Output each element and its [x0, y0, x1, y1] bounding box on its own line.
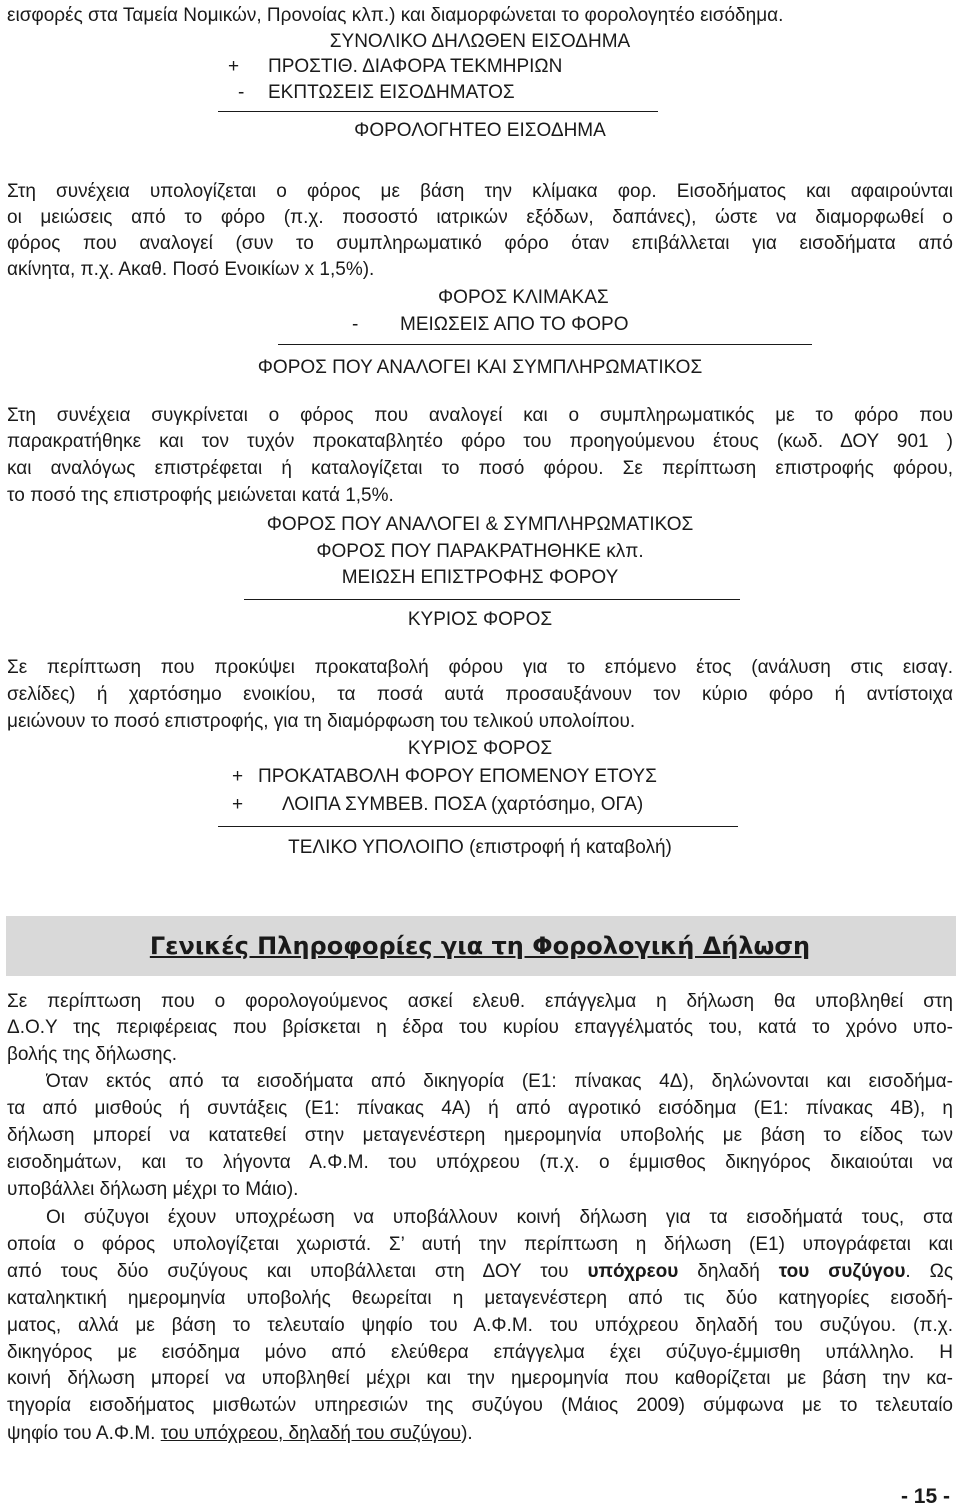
- text-line: υποβάλλει δήλωση μέχρι το Μάιο).: [7, 1179, 299, 1200]
- underlined-term: του υπόχρεου, δηλαδή του συζύγου: [160, 1423, 462, 1444]
- formula-result: ΦΟΡΟΛΟΓΗΤΕΟ ΕΙΣΟΔΗΜΑ: [354, 120, 606, 141]
- bold-term: του συζύγου: [778, 1261, 906, 1282]
- text-line: Δ.Ο.Υ της περιφέρειας που βρίσκεται η έδρα του κυρίου επαγγέλματός του, κατά το χρόνο υπο-: [7, 1017, 953, 1038]
- text-line: ακίνητα, π.χ. Ακαθ. Ποσό Ενοικίων x 1,5%).: [7, 259, 375, 280]
- text-line: βολής της δήλωσης.: [7, 1044, 178, 1065]
- text-line: τα από μισθούς ή συντάξεις (Ε1: πίνακας 4Α) ή από αγροτικό εισόδημα (Ε1: πίνακας 4Β), η: [7, 1098, 953, 1119]
- formula-line: ΣΥΝΟΛΙΚΟ ΔΗΛΩΘΕΝ ΕΙΣΟΔΗΜΑ: [329, 31, 631, 52]
- text-line: Οι σύζυγοι έχουν υποχρέωση να υποβάλλουν κοινή δήλωση για τα εισοδήματά τους, στα: [46, 1207, 953, 1228]
- text-run: δηλαδή: [678, 1261, 779, 1282]
- text-line: και αναλόγως επιστρέφεται ή καταλογίζεται το ποσό φόρου. Σε περίπτωση επιστροφής φόρου,: [7, 458, 953, 479]
- formula-line: ΦΟΡΟΣ ΠΟΥ ΑΝΑΛΟΓΕΙ & ΣΥΜΠΛΗΡΩΜΑΤΙΚΟΣ: [266, 514, 694, 535]
- sum-rule: [244, 599, 740, 600]
- formula-result: ΦΟΡΟΣ ΠΟΥ ΑΝΑΛΟΓΕΙ ΚΑΙ ΣΥΜΠΛΗΡΩΜΑΤΙΚΟΣ: [257, 357, 703, 378]
- text-line: δικηγόρος με εισόδημα μόνο από ελεύθερα επάγγελμα έχει σύζυγο-έμμισθη υπάλληλο. Η: [7, 1342, 953, 1363]
- text-line: οι μειώσεις από το φόρο (π.χ. ποσοστό ιατρικών εξόδων, δαπάνες), ώστε να διαμορφωθεί ο: [7, 207, 953, 228]
- bold-term: υπόχρεου: [587, 1261, 679, 1282]
- text-line: Όταν εκτός από τα εισοδήματα από δικηγορία (Ε1: πίνακας 4Δ), δηλώνονται και εισοδήμα-: [46, 1071, 953, 1092]
- text-line: μειώνουν το ποσό επιστροφής, για τη διαμόρφωση του τελικού υπολοίπου.: [7, 711, 636, 732]
- formula-line: ΚΥΡΙΟΣ ΦΟΡΟΣ: [407, 738, 553, 759]
- formula-line: ΕΚΠΤΩΣΕΙΣ ΕΙΣΟΔΗΜΑΤΟΣ: [268, 82, 515, 103]
- text-line: οποία ο φόρος υπολογίζεται χωριστά. Σ’ αυτή την περίπτωση η δήλωση (Ε1) υπογράφεται και: [7, 1234, 953, 1255]
- text-line: κοινή δήλωση μπορεί να υποβληθεί μέχρι και την ημερομηνία που καθορίζεται με βάση την κα-: [7, 1368, 953, 1389]
- formula-result: ΚΥΡΙΟΣ ΦΟΡΟΣ: [407, 609, 553, 630]
- formula-sign: +: [228, 56, 240, 77]
- text-run: ).: [461, 1423, 473, 1444]
- formula-line: ΠΡΟΚΑΤΑΒΟΛΗ ΦΟΡΟΥ ΕΠΟΜΕΝΟΥ ΕΤΟΥΣ: [258, 766, 657, 787]
- page-number: - 15 -: [900, 1485, 950, 1508]
- text-line: παρακρατήθηκε και τον τυχόν προκαταβλητέο φόρο του προηγούμενου έτους (κωδ. ΔΟΥ 901 ): [7, 431, 953, 452]
- text-line: το ποσό της επιστροφής μειώνεται κατά 1,5%.: [7, 485, 394, 506]
- text-run: ψηφίο του Α.Φ.Μ.: [7, 1423, 161, 1444]
- text-run: . Ως: [905, 1261, 953, 1282]
- text-line: δήλωση μπορεί να κατατεθεί στην μεταγενέστερη ημερομηνία υποβολής με βάση το είδος των: [7, 1125, 953, 1146]
- section-heading: Γενικές Πληροφορίες για τη Φορολογική Δήλωση: [149, 932, 811, 960]
- sum-rule: [278, 344, 812, 345]
- text-line: φόρος που αναλογεί (συν το συμπληρωματικό φόρο όταν επιβάλλεται για εισοδήματα από: [7, 233, 953, 254]
- formula-line: ΠΡΟΣΤΙΘ. ΔΙΑΦΟΡΑ ΤΕΚΜΗΡΙΩΝ: [268, 56, 563, 77]
- formula-line: ΜΕΙΩΣΕΙΣ ΑΠΟ ΤΟ ΦΟΡΟ: [400, 314, 629, 335]
- text-line: σελίδες) ή χαρτόσημο ενοικίου, τα ποσά αυτά προσαυξάνουν τον κύριο φόρο ή αντίστοιχα: [7, 684, 953, 705]
- text-line: Στη συνέχεια συγκρίνεται ο φόρος που αναλογεί και ο συμπληρωματικός με το φόρο που: [7, 405, 953, 426]
- formula-line: ΦΟΡΟΣ ΠΟΥ ΠΑΡΑΚΡΑΤΗΘΗΚΕ κλπ.: [316, 541, 644, 562]
- formula-line: ΜΕΙΩΣΗ ΕΠΙΣΤΡΟΦΗΣ ΦΟΡΟΥ: [341, 567, 619, 588]
- text-line: [7, 1260, 953, 1284]
- text-line: εισφορές στα Ταμεία Νομικών, Προνοίας κλπ.) και διαμορφώνεται το φορολογητέο εισόδημα.: [7, 5, 784, 26]
- sum-rule: [218, 111, 658, 112]
- formula-sign: +: [232, 794, 244, 815]
- text-line: Σε περίπτωση που προκύψει προκαταβολή φόρου για το επόμενο έτος (ανάλυση στις εισαγ.: [7, 657, 953, 678]
- formula-sign: -: [238, 82, 245, 103]
- text-line: [7, 1422, 473, 1446]
- formula-line: ΦΟΡΟΣ ΚΛΙΜΑΚΑΣ: [438, 287, 609, 308]
- text-line: Σε περίπτωση που ο φορολογούμενος ασκεί ελευθ. επάγγελμα η δήλωση θα υποβληθεί στη: [7, 991, 953, 1012]
- sum-rule: [218, 826, 738, 827]
- formula-sign: +: [232, 766, 244, 787]
- text-line: τηγορία εισοδήματος μισθωτών υπηρεσιών της συζύγου (Μάιος 2009) σύμφωνα με το τελευταίο: [7, 1395, 953, 1416]
- text-run: από τους δύο συζύγους και υποβάλλεται στη ΔΟΥ του: [7, 1261, 588, 1282]
- formula-result: ΤΕΛΙΚΟ ΥΠΟΛΟΙΠΟ (επιστροφή ή καταβολή): [288, 837, 672, 858]
- text-line: ματος, αλλά με βάση το τελευταίο ψηφίο του Α.Φ.Μ. του υπόχρεου δηλαδή του συζύγου. (π.χ.: [7, 1315, 953, 1336]
- text-line: εισοδημάτων, και το λήγοντα Α.Φ.Μ. του υπόχρεου (π.χ. ο έμμισθος δικηγόρος δικαιούται να: [7, 1152, 953, 1173]
- text-line: καταληκτική ημερομηνία υποβολής θεωρείται η μεταγενέστερη από τις δύο κατηγορίες εισοδή-: [7, 1288, 953, 1309]
- formula-sign: -: [352, 314, 359, 335]
- formula-line: ΛΟΙΠΑ ΣΥΜΒΕΒ. ΠΟΣΑ (χαρτόσημο, ΟΓΑ): [282, 794, 644, 815]
- text-line: Στη συνέχεια υπολογίζεται ο φόρος με βάση την κλίμακα φορ. Εισοδήματος και αφαιρούνται: [7, 181, 953, 202]
